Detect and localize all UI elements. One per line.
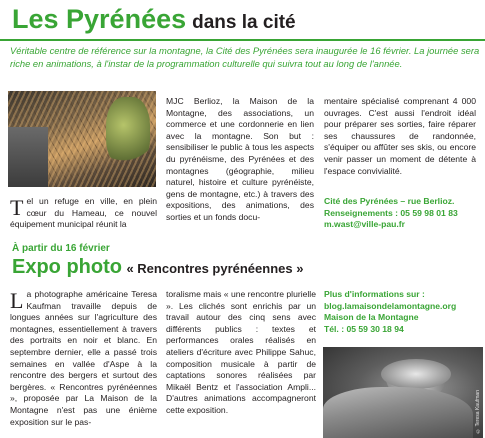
coffee-hands-photo	[323, 347, 483, 438]
expo-heading	[12, 256, 303, 279]
article2-col1-text: a photographe américaine Teresa Kaufman travaille depuis de longues années sur l'agriculture des montagnes, essentiellement à travers des portraits en noir et blanc. En septembre dernier, elle a passé trois semaines en vallée d'Aspe à la rencontre des bergers et surtout des bergères. « Rencontres pyrénéennes », proposée par La Maison de la Montagne n'est pas une énième exposition sur le pas-	[10, 289, 157, 427]
page-title	[12, 4, 296, 35]
dropcap-l: L	[10, 288, 24, 313]
building-shape	[8, 127, 48, 187]
contact-phone: Renseignements : 05 59 98 01 83	[324, 207, 458, 218]
article1-contact	[324, 196, 482, 231]
article2-info	[324, 289, 482, 335]
hand-shape	[323, 387, 473, 438]
expo-date: À partir du 16 février	[12, 243, 110, 254]
article1-col3: mentaire spécialisé comprenant 4 000 ouvrages. C'est aussi l'endroit idéal pour préparer ses sorties, faire réparer ses chaussures de randonnée, s'équiper ou affûter ses skis, ou encore venir passer un moment de détente à l'espace convivialité.	[324, 96, 476, 176]
title-main: Les Pyrénées	[12, 4, 187, 34]
contact-email[interactable]: m.wast@ville-pau.fr	[324, 219, 405, 230]
photo-credit: © Teresa Kaufman	[475, 390, 481, 434]
article2-col1	[10, 289, 157, 428]
building-photo	[8, 91, 156, 187]
tree-shape	[106, 97, 150, 167]
article1-col1-text: el un refuge en ville, en plein cœur du Hameau, ce nouvel équipement municipal réunit la	[10, 196, 157, 230]
contact-address: Cité des Pyrénées – rue Berlioz.	[324, 196, 455, 206]
expo-title-main: Expo photo	[12, 256, 122, 278]
info-organization: Maison de la Montagne	[324, 312, 419, 323]
intro-text: Véritable centre de référence sur la montagne, la Cité des Pyrénées sera inaugurée le 16 février. La journée sera riche en animations, à l'instar de la programmation culturelle qui suivra tout au long de l'année.	[10, 45, 480, 69]
article2-col2: toralisme mais « une rencontre plurielle ». Les clichés sont enrichis par un travail autour des cinq sens avec différents publics : textes et performances orales réalisés en ateliers d'écriture avec Philippe Sahuc, composition musicale à partir de captations sonores réalisées par Mikaël Bentz et l'association Ampli... D'autres animations accompagneront cette exposition.	[166, 289, 316, 415]
dropcap-t: T	[10, 195, 24, 220]
title-rest: dans la cité	[192, 12, 296, 33]
title-rule	[0, 39, 485, 41]
cup-rim-shape	[381, 359, 451, 389]
article1-col1	[10, 196, 157, 231]
info-label: Plus d'informations sur :	[324, 289, 425, 299]
info-blog-link[interactable]: blog.lamaisondelamontagne.org	[324, 300, 457, 311]
expo-title-rest: « Rencontres pyrénéennes »	[126, 261, 304, 276]
article1-col2: MJC Berlioz, la Maison de la Montagne, des associations, un commerce et une cordonnerie en lien avec la montagne. Son but : sensibiliser le public à tous les aspects du pyrénéisme, des Pyrénées et des montagnes (géographie, milieu naturel, histoire et culture pyrénéiste, gens de montagne, etc.) à travers des expositions, des animations, des sorties et un fonds docu-	[166, 96, 314, 222]
info-phone: Tél. : 05 59 30 18 94	[324, 323, 404, 334]
